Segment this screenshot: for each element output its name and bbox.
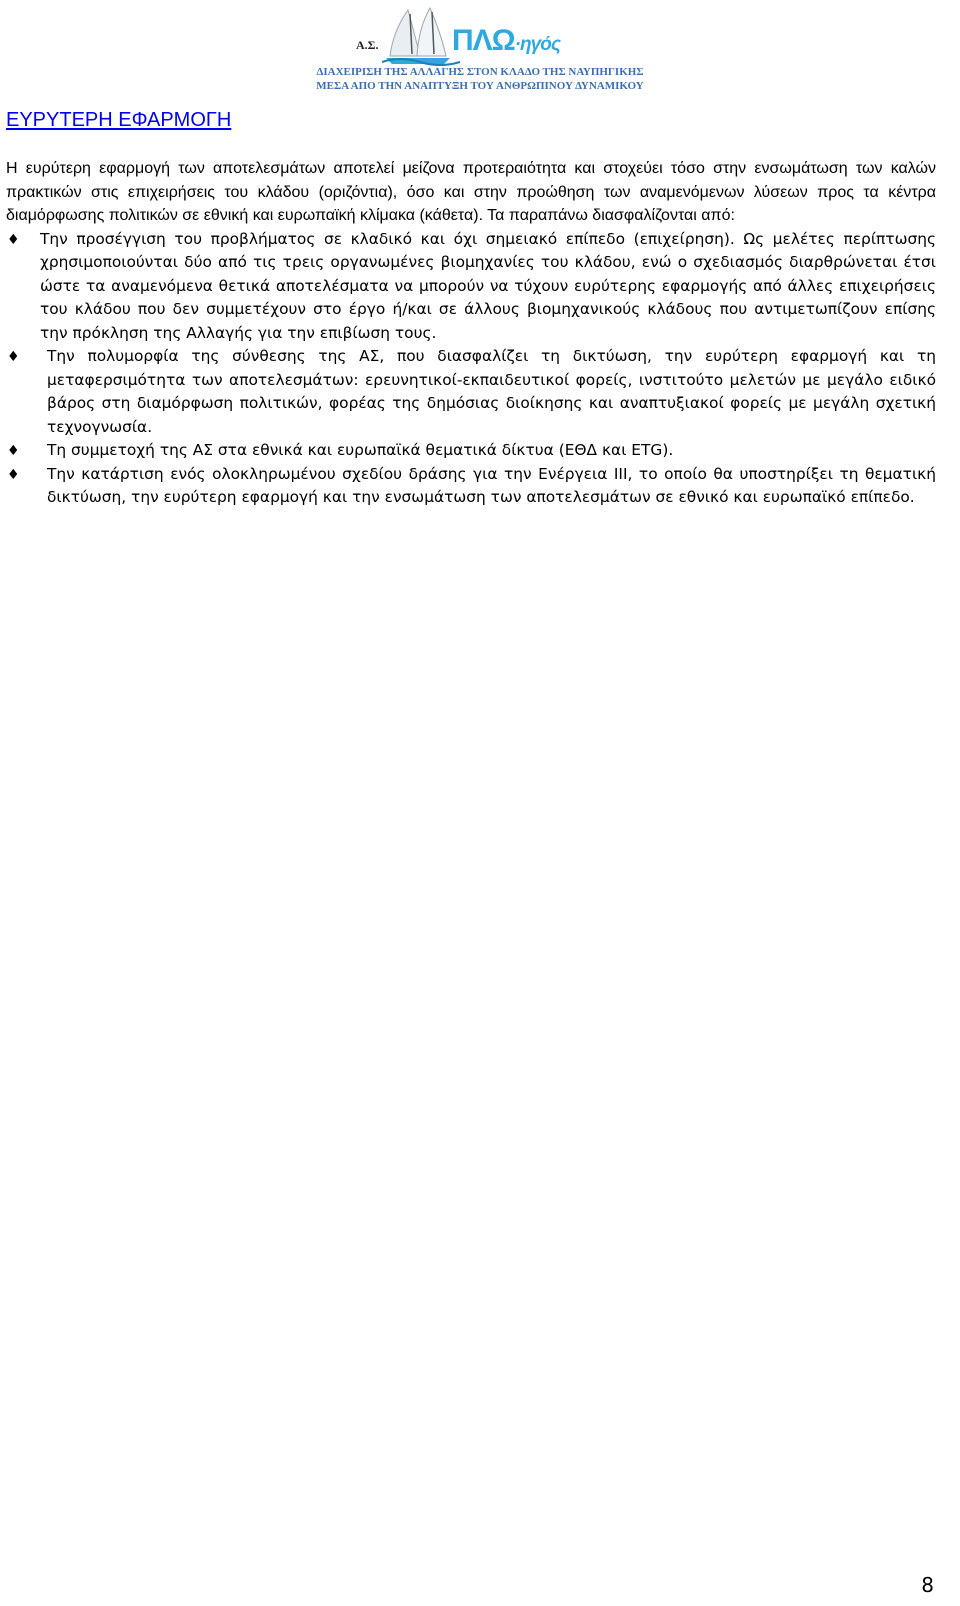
logo-name-suffix: ·ηγός [514,34,560,55]
page-number: 8 [921,1573,934,1597]
list-item-text: Την πολυμορφία της σύνθεσης της ΑΣ, που διασφαλίζει τη δικτύωση, την ευρύτερη εφαρμογή και τη μεταφερσιμότητα των αποτελεσμάτων: ερευνητικοί-εκπαιδευτικοί φορείς, ινστιτούτο μελετών με μεγάλο ειδικό βάρος στη διαμόρφωση πολιτικών, φορέας της δημόσιας διοίκησης και αναπτυξιακοί φορείς με μεγάλη σχετική τεχνογνωσία. [47,347,936,436]
list-item [6,439,936,463]
header-logo [300,6,660,94]
list-item [6,228,936,346]
list-item-text: Την προσέγγιση του προβλήματος σε κλαδικό και όχι σημειακό επίπεδο (επιχείρηση). Ως μελέτες περίπτωσης χρησιμοποιούνται δύο από τις τρεις οργανωμένες βιομηχανίες του κλάδου, ενώ ο σχεδιασμός διαρθρώνεται έτσι ώστε τα αναμενόμενα θετικά αποτελέσματα να μπορούν να τύχουν ευρύτερης εφαρμογής από άλλες επιχειρήσεις του κλάδου που δεν συμμετέχουν στο έργο ή/και σε άλλους βιομηχανικούς κλάδους που αντιμετωπίζουν επίσης την πρόκληση της Αλλαγής για την επιβίωση τους. [40,229,936,342]
list-item [6,345,936,439]
diamond-bullet-icon: ♦ [7,231,20,248]
logo-name-main: ΠΛΩ [452,24,515,57]
diamond-bullet-icon: ♦ [7,443,20,459]
list-item-text: Τη συμμετοχή της ΑΣ στα εθνικά και ευρωπαϊκά θεματικά δίκτυα (ΕΘΔ και ETG). [47,441,674,459]
intro-paragraph: Η ευρύτερη εφαρμογή των αποτελεσμάτων αποτελεί μείζονα προτεραιότητα και στοχεύει τόσο στην ενσωμάτωση των καλών πρακτικών στις επιχειρήσεις του κλάδου (οριζόντια), όσο και στην προώθηση των αναμενόμενων λύσεων προς τα κέντρα διαμόρφωσης πολιτικών σε εθνική και ευρωπαϊκή κλίμακα (κάθετα). Τα παραπάνω διασφαλίζονται από: [6,160,936,224]
bullet-list [6,228,936,510]
document-body [6,157,936,510]
logo-tagline-line2: ΜΕΣΑ ΑΠΟ ΤΗΝ ΑΝΑΠΤΥΞΗ ΤΟΥ ΑΝΘΡΩΠΙΝΟΥ ΔΥΝΑΜΙΚΟΥ [316,80,644,92]
logo-prefix: Α.Σ. [356,38,379,52]
section-title: ΕΥΡΥΤΕΡΗ ΕΦΑΡΜΟΓΗ [6,109,232,131]
list-item [6,463,936,510]
diamond-bullet-icon: ♦ [7,349,20,365]
diamond-bullet-icon: ♦ [7,466,20,483]
logo-name [452,24,560,58]
logo-tagline-line1: ΔΙΑΧΕΙΡΙΣΗ ΤΗΣ ΑΛΛΑΓΗΣ ΣΤΟΝ ΚΛΑΔΟ ΤΗΣ ΝΑΥΠΗΓΙΚΗΣ [316,66,644,78]
list-item-text: Την κατάρτιση ενός ολοκληρωμένου σχεδίου δράσης για την Ενέργεια ΙΙΙ, το οποίο θα υποστηρίξει τη θεματική δικτύωση, την ευρύτερη εφαρμογή και την ενσωμάτωση των αποτελεσμάτων σε εθνικό και ευρωπαϊκό επίπεδο. [47,464,936,506]
